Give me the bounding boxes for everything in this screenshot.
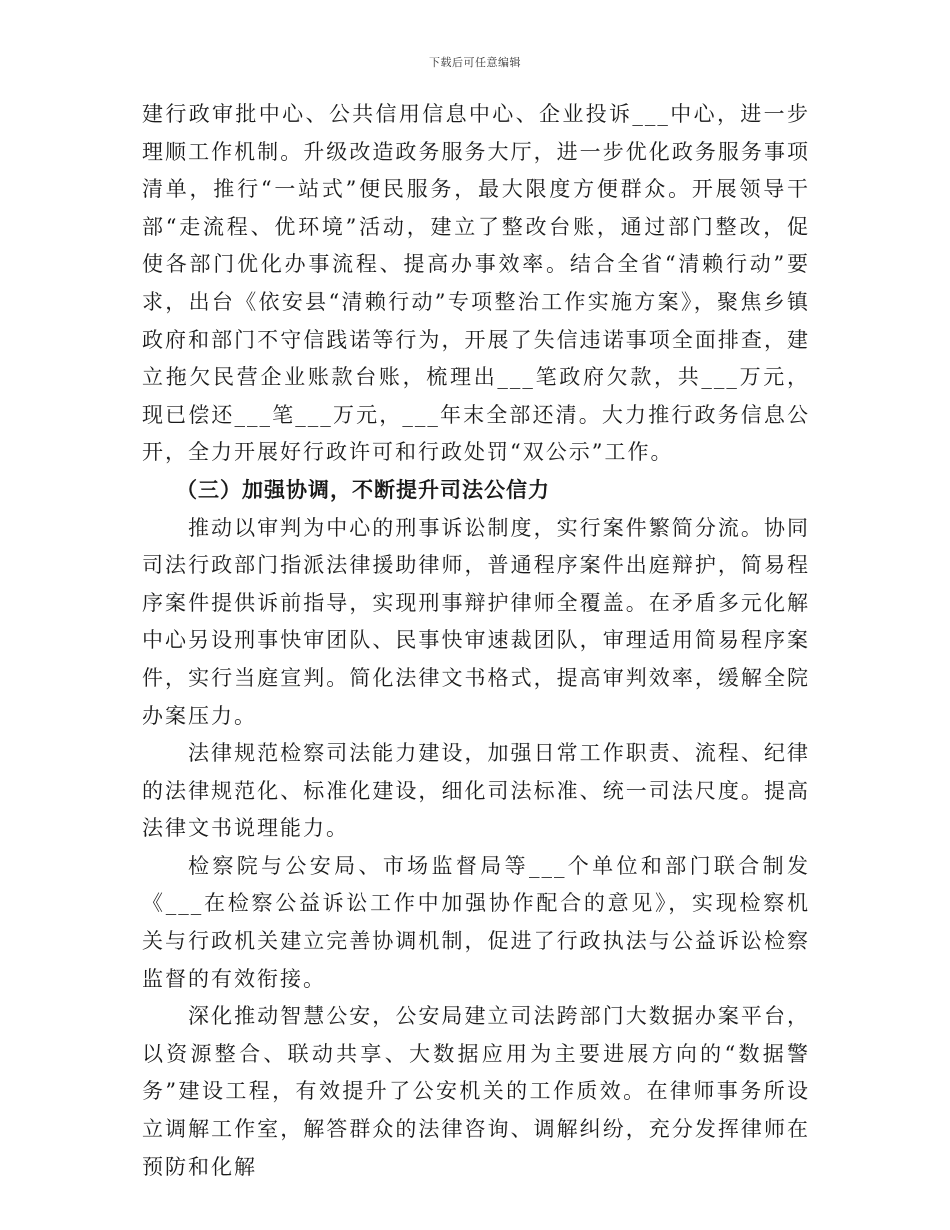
paragraph-admin-services: 建行政审批中心、公共信用信息中心、企业投诉___中心，进一步理顺工作机制。升级改造政务服务大厅，进一步优化政务服务事项清单，推行“一站式”便民服务，最大限度方便群众。开展领导干部“走流程、优环境”活动，建立了整改台账，通过部门整改，促使各部门优化办事流程、提高办事效率。结合全省“清赖行动”要求，出台《依安县“清赖行动”专项整治工作实施方案》，聚焦乡镇政府和部门不守信践诺等行为，开展了失信违诺事项全面排查，建立拖欠民营企业账款台账，梳理出___笔政府欠款，共___万元，现已偿还___笔___万元，___年末全部还清。大力推行政务信息公开，全力开展好行政许可和行政处罚“双公示”工作。	[142, 102, 810, 465]
section-heading-judicial-credibility: （三）加强协调，不断提升司法公信力	[176, 477, 550, 502]
paragraph-criminal-litigation: 推动以审判为中心的刑事诉讼制度，实行案件繁简分流。协同司法行政部门指派法律援助律师，普通程序案件出庭辩护，简易程序案件提供诉前指导，实现刑事辩护律师全覆盖。在矛盾多元化解中心另设刑事快审团队、民事快审速裁团队，审理适用简易程序案件，实行当庭宣判。简化法律文书格式，提高审判效率，缓解全院办案压力。	[142, 515, 810, 728]
page-header: 下载后可任意编辑	[429, 56, 521, 69]
document-body	[142, 96, 810, 1186]
paragraph-procuratorial-standards: 法律规范检察司法能力建设，加强日常工作职责、流程、纪律的法律规范化、标准化建设，细化司法标准、统一司法尺度。提高法律文书说理能力。	[142, 741, 810, 841]
paragraph-public-interest-litigation: 检察院与公安局、市场监督局等___个单位和部门联合制发《___在检察公益诉讼工作中加强协作配合的意见》，实现检察机关与行政机关建立完善协调机制，促进了行政执法与公益诉讼检察监督的有效衔接。	[142, 853, 810, 991]
paragraph-smart-policing: 深化推动智慧公安，公安局建立司法跨部门大数据办案平台，以资源整合、联动共享、大数据应用为主要进展方向的“数据警务”建设工程，有效提升了公安机关的工作质效。在律师事务所设立调解工作室，解答群众的法律咨询、调解纠纷，充分发挥律师在预防和化解	[142, 1004, 810, 1179]
